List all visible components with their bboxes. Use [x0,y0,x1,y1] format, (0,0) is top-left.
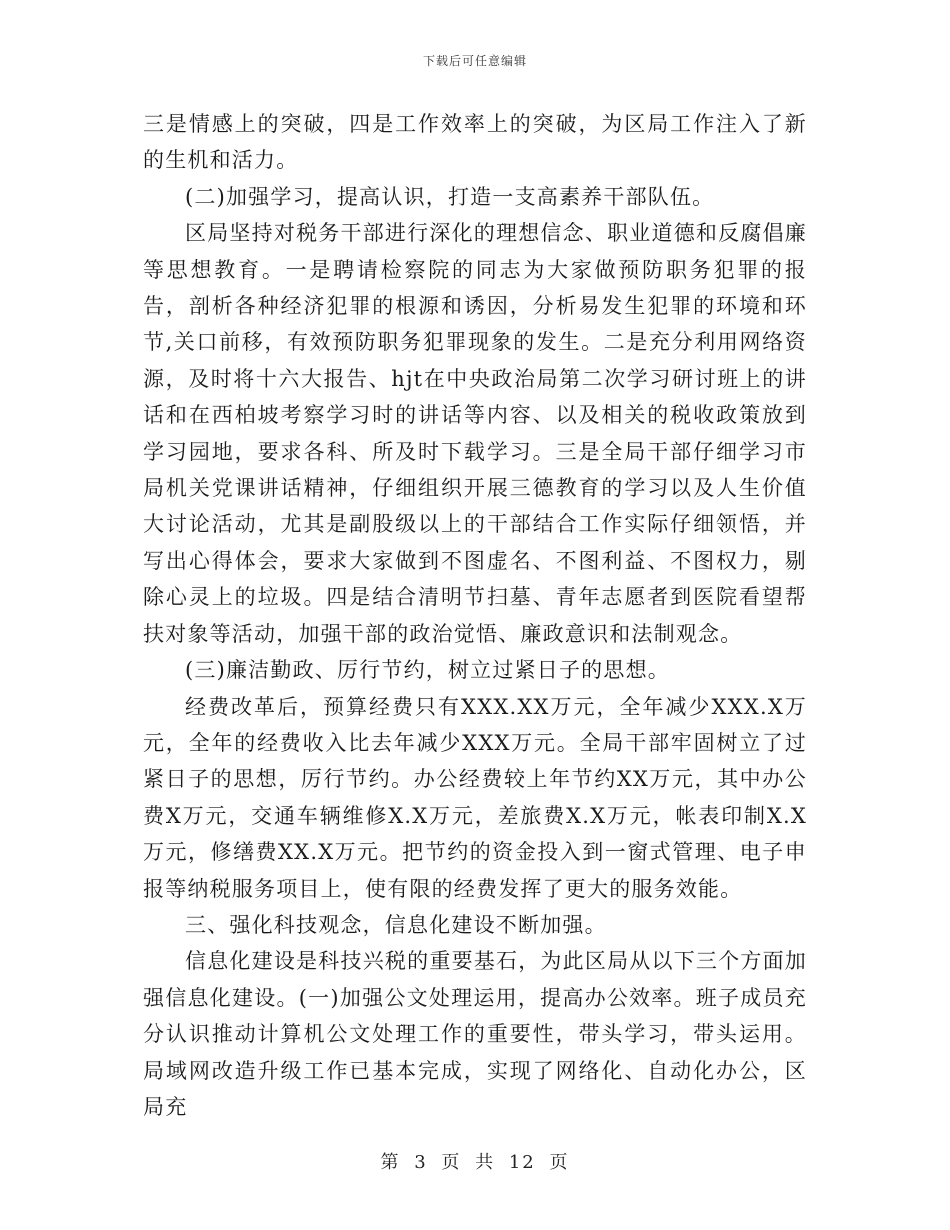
section-heading: 三、强化科技观念，信息化建设不断加强。 [185,912,607,937]
section-heading: (三)廉洁勤政、厉行节约，树立过紧日子的思想。 [185,658,670,683]
page-header-note: 下载后可任意编辑 [422,54,527,68]
section-heading: (二)加强学习，提高认识，打造一支高素养干部队伍。 [185,184,715,209]
document-body [143,106,807,1125]
paragraph: 区局坚持对税务干部进行深化的理想信念、职业道德和反腐倡廉等思想教育。一是聘请检察院的同志为大家做预防职务犯罪的报告，剖析各种经济犯罪的根源和诱因，分析易发生犯罪的环境和环节,关口前移，有效预防职务犯罪现象的发生。二是充分利用网络资源，及时将十六大报告、hjt在中央政治局第二次学习研讨班上的讲话和在西柏坡考察学习时的讲话等内容、以及相关的税收政策放到学习园地，要求各科、所及时下载学习。三是全局干部仔细学习市局机关党课讲话精神，仔细组织开展三德教育的学习以及人生价值大讨论活动，尤其是副股级以上的干部结合工作实际仔细领悟，并写出心得体会，要求大家做到不图虚名、不图利益、不图权力，剔除心灵上的垃圾。四是结合清明节扫墓、青年志愿者到医院看望帮扶对象等活动，加强干部的政治觉悟、廉政意识和法制观念。 [143,221,807,646]
paragraph: 信息化建设是科技兴税的重要基石，为此区局从以下三个方面加强信息化建设。(一)加强公文处理运用，提高办公效率。班子成员充分认识推动计算机公文处理工作的重要性，带头学习，带头运用。局域网改造升级工作已基本完成，实现了网络化、自动化办公，区局充 [143,949,807,1119]
page-number: 第 3 页 共 12 页 [380,1152,570,1173]
paragraph: 三是情感上的突破，四是工作效率上的突破，为区局工作注入了新的生机和活力。 [143,112,807,173]
paragraph: 经费改革后，预算经费只有XXX.XX万元，全年减少XXX.X万元，全年的经费收入比去年减少XXX万元。全局干部牢固树立了过紧日子的思想，厉行节约。办公经费较上年节约XX万元，其中办公费X万元，交通车辆维修X.X万元，差旅费X.X万元，帐表印制X.X万元，修缮费XX.X万元。把节约的资金投入到一窗式管理、电子申报等纳税服务项目上，使有限的经费发挥了更大的服务效能。 [143,694,807,901]
